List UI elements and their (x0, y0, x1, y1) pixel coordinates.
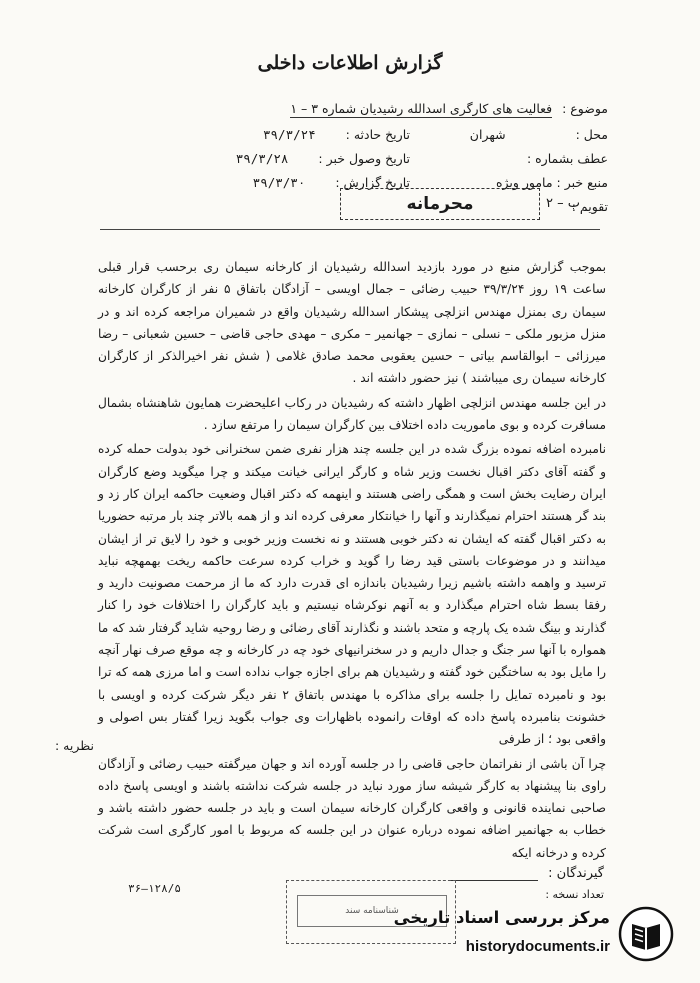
place-value: شهران (469, 127, 506, 142)
event-date-value: ۳۹/۳/۲۴ (263, 127, 316, 142)
received-date-value: ۳۹/۳/۲۸ (235, 151, 289, 166)
received-date-label: تاریخ وصول خبر : (318, 151, 410, 166)
subject-label: موضوع : (562, 101, 608, 116)
watermark-url: historydocuments.ir (465, 938, 610, 955)
evaluation-label: تقویم : (571, 199, 608, 214)
stamp-text: شناسنامه سند (297, 895, 447, 927)
archive-book-icon (618, 906, 674, 962)
document-title: گزارش اطلاعات داخلی (257, 52, 443, 74)
source-label: منبع خبر : مامور ویژه (495, 175, 608, 190)
paragraph: چرا آن باشی از نفراتمان حاجی قاضی را در جلسه آورده اند و جهان میرگفته حبیب رضائی و آزادگان راوی بنا پیشنهاد به کارگر شیشه ساز مورد نباید در جلسه شرکت نداشته باشند و اویسی پاسخ داده صاحبی نماینده قانونی و واقعی کارگران کارخانه سیمان است و باید در جلسه حضور داشته باشد و خطاب به جهانمیر اضافه نموده درباره عنوان در این جلسه که مربوط با امور کارگری است شرکت کرده و درخانه ایکه (98, 756, 606, 860)
watermark (392, 898, 682, 978)
recipients-label: گیرندگان : (548, 866, 604, 881)
report-body (98, 256, 606, 866)
classification-stamp: محرمانه (340, 188, 540, 220)
paragraph: بموجب گزارش منبع در مورد بازدید اسدالله رشیدیان از کارخانه سیمان ری برحسب قرار قبلی ساعت ۱۹ روز ۳۹/۳/۲۴ حبیب رضائی – جمال اویسی – آزادگان باتفاق ۵ نفر از کارگران کارخانه سیمان ری بمنزل مهندس انزلچی پیشکار اسدالله رشیدیان واقع در شمیران مراجعه کرده اند و در منزل مزبور ملکی – نسلی – نمازی – جهانمیر – مکری – مهدی حاجی قاضی – حسین شعبانی – رضا میرزائی – ابوالقاسم بیاتی – حسین یعقوبی محمد صادق غلامی ( شش نفر اخیرالذکر از کارگران کارخانه سیمان ری میباشند ) نیز حضور داشته اند . (98, 260, 607, 386)
subject-line (290, 101, 608, 118)
event-date-row (263, 127, 410, 142)
copies-label: تعداد نسخه : (545, 888, 604, 901)
received-date-row (236, 151, 410, 166)
event-date-label: تاریخ حادثه : (345, 127, 410, 142)
place-label: محل : (575, 127, 608, 142)
recipients-line (448, 866, 604, 881)
paragraph: نامبرده اضافه نموده بزرگ شده در این جلسه چند هزار نفری ضمن سخنرانی خود بدولت حمله کرده و گفته آقای دکتر اقبال نخست وزیر شاه و کارگر ایرانی خیانت میکند و چرا میگوید وضع کارگران ایران رضایت بخش است و همگی راضی هستند و اینهمه که دکتر اقبال وضعیت حاکمه ایران کار زد و بند گر هستند احترام نمیگذارند و آنها را خیانتکار معرفی کرده اند و از همه بالاتر چند بار مرتبه حضوریا به دکتر اقبال گفته که ایشان نه دکتر خوبی هستند و نه نخست وزیر خوبی و خود را لایق تر از ایشان میدانند و در موضوعات باستی قید رضا را گوید و خراب کرده سرعت حاکمه ریخت بهمهچه نباید ترسید و واهمه داشته باشیم زیرا رشیدیان باندازه ای قدرت دارد که ما از مرحمت مصونیت دارید و رفقا بسط شاه احترام میگذارد و به آنهم نوکرشاه نیستیم و باید کارگران را اختلافات خود را کنار گذارند و بینگ شده یک پارچه و متحد باشند و نگذارند آقای رضائی و رضا روحیه شاید گرفتار شد که ما همواره با آنها سر جنگ و جدال داریم و در سخنرانیهای خود چه در کارخانه و چه موقع صرف نهار آنچه را مایل بود به ساختگین خود گفته و رشیدیان هم برای اجازه جواب نداده است و اما مرزی همه که ترا بود و نامبرده تمایل را جلسه برای مذاکره با مهندس باتفاق ۲ نفر دیگر شرکت کرده و اویسی با خشونت بنامبرده پاسخ داده که اوقات رانموده باظهارات وی جواب بگوید زیرا گفتار بس اصولی و واقعی بود ؛ از طرفی (98, 442, 606, 747)
reference-label: عطف بشماره : (526, 151, 608, 166)
subject-value: فعالیت های کارگری اسدالله رشیدیان شماره ۳ – ۱ (290, 101, 553, 116)
report-date-label: تاریخ گزارش : (335, 175, 410, 190)
header-divider (100, 229, 600, 230)
reference-row (521, 151, 608, 166)
file-number: ۳۶–۱۲۸/۵ (128, 882, 181, 895)
note-label: نظریه : (55, 738, 94, 753)
paragraph: در این جلسه مهندس انزلچی اظهار داشته که رشیدیان در رکاب اعلیحضرت همایون شاهنشاه بشمال مسافرت کرده و بوی ماموریت داده اختلاف بین کارگران سیمان را مرتفع سازد . (98, 395, 606, 433)
evaluation-grade: ب – ۲ (546, 196, 580, 211)
report-date-value: ۳۹/۳/۳۰ (252, 175, 306, 190)
watermark-text: مرکز بررسی اسناد تاریخی (393, 908, 610, 927)
place-row (470, 127, 608, 142)
signature-mark (448, 866, 538, 881)
